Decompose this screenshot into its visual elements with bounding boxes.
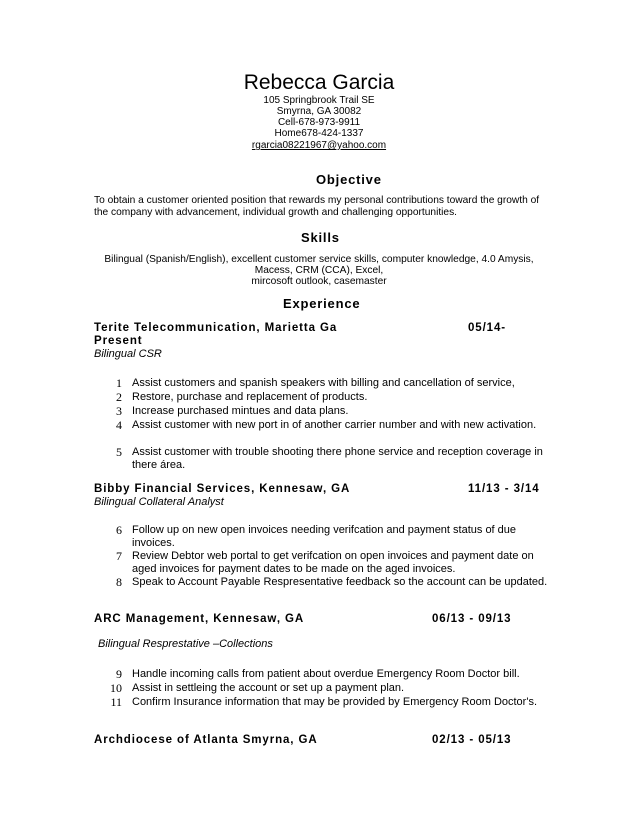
list-text: Speak to Account Payable Respresentative feedback so the account can be updated. [132,576,548,588]
job-role: Bilingual Resprestative –Collections [98,638,273,650]
skills-line-1: Bilingual (Spanish/English), excellent customer service skills, computer knowledge, 4.0 Amysis, [104,254,534,265]
skills-heading: Skills [301,230,340,245]
job-role: Bilingual CSR [94,348,162,360]
email-link[interactable]: rgarcia08221967@yahoo.com [251,140,387,151]
list-number: 9 [116,667,122,681]
list-text: Assist customers and spanish speakers with billing and cancellation of service, [132,377,515,389]
list-text: Increase purchased mintues and data plans. [132,405,349,417]
job-date: 05/14- [468,322,507,334]
job-date: 02/13 - 05/13 [432,734,512,746]
home-phone: Home678-424-1337 [274,128,364,139]
experience-heading: Experience [283,296,361,311]
applicant-name: Rebecca Garcia [243,71,395,94]
objective-heading: Objective [316,172,382,187]
list-number: 1 [116,376,122,390]
objective-text: To obtain a customer oriented position that rewards my personal contributions toward the growth of the company with advancement, individual growth and challenging opportunities. [94,195,540,218]
list-number: 10 [110,681,122,695]
job-company: Archdiocese of Atlanta Smyrna, GA [94,734,318,746]
job-date: 06/13 - 09/13 [432,613,512,625]
list-text: Handle incoming calls from patient about overdue Emergency Room Doctor bill. [132,668,520,680]
list-number: 7 [116,549,122,563]
list-text: Assist in settleing the account or set up a payment plan. [132,682,405,694]
job-date-continued: Present [94,335,143,347]
list-number: 3 [116,404,122,418]
job-role: Bilingual Collateral Analyst [94,496,224,508]
address-line-2: Smyrna, GA 30082 [276,106,362,117]
job-company: Terite Telecommunication, Marietta Ga [94,322,338,334]
list-text: Confirm Insurance information that may be provided by Emergency Room Doctor's. [132,696,537,708]
list-text: Review Debtor web portal to get verifcation on open invoices and payment date on aged invoices for payment dates to be made on the aged invoices. [132,550,534,575]
list-number: 4 [116,418,122,432]
list-number: 8 [116,575,122,589]
skills-line-3: mircosoft outlook, casemaster [251,276,387,287]
address-line-1: 105 Springbrook Trail SE [263,95,375,106]
list-number: 6 [116,523,122,537]
list-number: 5 [116,445,122,459]
list-text: Assist customer with trouble shooting there phone service and reception coverage in there área. [132,446,543,471]
list-number: 11 [110,695,122,709]
list-text: Restore, purchase and replacement of products. [132,391,368,403]
job-company: ARC Management, Kennesaw, GA [94,613,305,625]
list-number: 2 [116,390,122,404]
list-text: Follow up on new open invoices needing verifcation and payment status of due invoices. [132,524,517,549]
job-date: 11/13 - 3/14 [468,483,540,495]
skills-line-2: Macess, CRM (CCA), Excel, [254,265,384,276]
list-text: Assist customer with new port in of another carrier number and with new activation. [132,419,537,431]
cell-phone: Cell-678-973-9911 [277,117,361,128]
job-company: Bibby Financial Services, Kennesaw, GA [94,483,351,495]
email-wrap [0,140,638,152]
